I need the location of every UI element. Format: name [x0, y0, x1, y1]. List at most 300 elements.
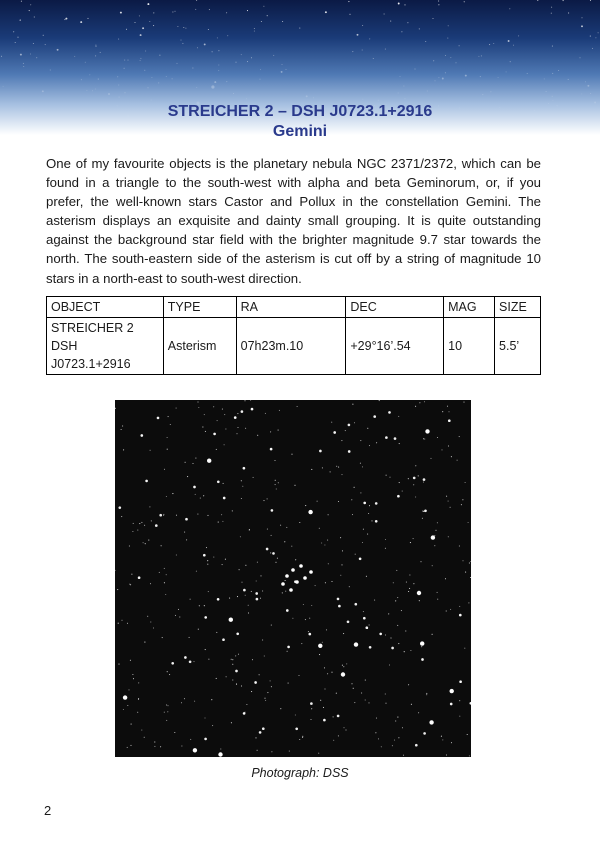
star: [310, 702, 313, 705]
star: [470, 577, 471, 578]
star: [260, 69, 261, 70]
star: [369, 646, 372, 649]
star: [131, 574, 132, 575]
star: [445, 72, 446, 73]
cell-type: Asterism: [163, 318, 236, 375]
star: [266, 548, 269, 551]
star: [257, 750, 258, 751]
star: [336, 693, 337, 694]
star: [469, 702, 471, 705]
star: [323, 719, 326, 722]
star: [406, 582, 407, 583]
star: [218, 70, 219, 71]
star: [363, 617, 366, 620]
star: [438, 0, 439, 1]
star: [418, 475, 419, 476]
star: [133, 523, 134, 524]
star: [217, 420, 218, 421]
star: [36, 57, 37, 58]
star: [552, 100, 553, 101]
star: [42, 90, 44, 92]
star: [390, 21, 391, 22]
star: [407, 22, 408, 23]
star: [285, 591, 286, 592]
star: [17, 37, 18, 38]
star: [50, 69, 51, 70]
star: [137, 530, 138, 531]
star: [23, 63, 24, 64]
star: [465, 572, 466, 573]
star: [279, 410, 280, 411]
star: [241, 498, 242, 499]
star: [396, 570, 397, 571]
star: [306, 95, 308, 97]
star: [197, 47, 198, 48]
star: [119, 97, 120, 98]
star: [184, 656, 187, 659]
star: [238, 654, 239, 655]
star: [437, 592, 438, 593]
star: [121, 516, 122, 517]
star: [393, 582, 394, 583]
star: [225, 428, 226, 429]
star: [417, 591, 421, 595]
star: [302, 737, 303, 738]
star: [118, 84, 119, 85]
asterism-star: [309, 570, 313, 574]
star: [303, 604, 304, 605]
star: [447, 38, 448, 39]
star: [465, 482, 466, 483]
star: [189, 637, 190, 638]
star: [208, 659, 209, 660]
star: [424, 509, 427, 512]
star: [254, 28, 255, 29]
star: [480, 76, 481, 77]
star: [336, 466, 337, 467]
star: [341, 474, 342, 475]
star: [386, 475, 387, 476]
star: [395, 720, 396, 721]
star: [430, 458, 431, 459]
star: [354, 422, 355, 423]
star: [292, 618, 293, 619]
star: [209, 9, 210, 10]
star: [263, 6, 264, 7]
star: [222, 409, 223, 410]
star: [590, 0, 591, 1]
cell-ra: 07h23m.10: [236, 318, 346, 375]
star: [184, 698, 185, 699]
star: [247, 10, 248, 11]
star: [275, 562, 276, 563]
star: [95, 88, 96, 89]
star: [150, 450, 151, 451]
star: [331, 581, 332, 582]
star: [490, 91, 491, 92]
star: [414, 68, 415, 69]
star: [275, 480, 276, 481]
star: [423, 482, 424, 483]
star: [271, 535, 272, 536]
star: [204, 738, 207, 741]
star: [197, 514, 198, 515]
star: [21, 1, 22, 2]
asterism-star: [303, 576, 307, 580]
star: [3, 86, 4, 87]
star: [390, 637, 391, 638]
star: [450, 57, 451, 58]
star: [144, 70, 145, 71]
star: [328, 563, 329, 564]
star: [166, 704, 167, 705]
star: [208, 591, 209, 592]
star: [537, 0, 538, 1]
star: [322, 467, 323, 468]
star: [197, 401, 198, 402]
star: [347, 620, 350, 623]
star: [420, 641, 424, 645]
star: [310, 719, 311, 720]
star: [282, 592, 283, 593]
star: [438, 77, 439, 78]
star: [330, 471, 331, 472]
star: [305, 505, 306, 506]
star: [421, 646, 422, 647]
star: [29, 10, 30, 11]
star: [325, 582, 326, 583]
star: [213, 406, 214, 407]
star: [205, 649, 206, 650]
star: [363, 529, 364, 530]
star: [278, 482, 279, 483]
star: [362, 466, 363, 467]
star: [218, 50, 219, 51]
star: [437, 599, 438, 600]
star: [144, 737, 145, 738]
star: [204, 616, 207, 619]
star: [224, 444, 225, 445]
star: [289, 751, 290, 752]
star: [427, 90, 428, 91]
star: [155, 524, 158, 527]
star: [448, 501, 449, 502]
star: [141, 522, 142, 523]
star: [429, 720, 433, 724]
star: [426, 694, 427, 695]
star: [376, 442, 377, 443]
star: [271, 509, 274, 512]
star: [579, 57, 580, 58]
star: [461, 504, 462, 505]
cell-mag: 10: [444, 318, 495, 375]
star: [260, 575, 261, 576]
star: [403, 85, 404, 86]
star: [343, 727, 344, 728]
star: [267, 529, 268, 530]
star: [349, 14, 350, 15]
star: [257, 562, 258, 563]
star: [592, 48, 593, 49]
star: [359, 557, 362, 560]
star: [360, 463, 361, 464]
star: [467, 734, 468, 735]
star: [142, 27, 144, 29]
star: [546, 91, 547, 92]
star: [408, 478, 409, 479]
star: [190, 599, 191, 600]
star: [117, 76, 118, 77]
star: [120, 12, 122, 14]
star: [408, 684, 409, 685]
star: [226, 12, 227, 13]
star: [148, 540, 149, 541]
star: [74, 56, 75, 57]
star: [176, 408, 177, 409]
star: [236, 433, 237, 434]
star: [446, 610, 447, 611]
star: [385, 548, 386, 549]
star: [244, 712, 245, 713]
star: [19, 20, 20, 21]
star: [581, 93, 582, 94]
star: [368, 513, 369, 514]
star: [34, 16, 35, 17]
star: [506, 71, 507, 72]
star: [118, 623, 119, 624]
star: [598, 32, 599, 33]
star: [198, 629, 199, 630]
star: [138, 698, 139, 699]
star: [423, 511, 424, 512]
star: [463, 402, 464, 403]
star: [422, 518, 423, 519]
star: [415, 496, 416, 497]
star: [459, 436, 460, 437]
star: [286, 527, 287, 528]
star: [343, 666, 344, 667]
star: [397, 625, 398, 626]
star: [343, 633, 344, 634]
star: [203, 495, 204, 496]
star: [270, 448, 273, 451]
star: [150, 621, 151, 622]
star: [351, 499, 352, 500]
star: [213, 433, 216, 436]
star: [331, 422, 332, 423]
star: [272, 552, 275, 555]
star: [33, 43, 34, 44]
star: [363, 502, 366, 505]
star: [404, 4, 405, 5]
star: [367, 534, 368, 535]
star: [284, 541, 285, 542]
star: [346, 663, 347, 664]
star: [493, 43, 494, 44]
star: [294, 485, 295, 486]
star: [434, 80, 435, 81]
star: [404, 98, 405, 99]
star: [194, 701, 195, 702]
star: [457, 460, 458, 461]
star: [433, 60, 434, 61]
star: [324, 688, 325, 689]
star: [413, 583, 414, 584]
star: [527, 73, 528, 74]
star: [442, 739, 443, 740]
star: [445, 578, 446, 579]
star: [365, 626, 368, 629]
star: [552, 73, 553, 74]
star: [23, 66, 24, 67]
star: [397, 717, 398, 718]
star: [379, 633, 382, 636]
star: [459, 700, 460, 701]
star: [317, 501, 318, 502]
star: [87, 18, 88, 19]
star: [420, 561, 421, 562]
star: [134, 22, 135, 23]
star: [552, 46, 553, 47]
star: [263, 500, 264, 501]
star: [305, 619, 306, 620]
star: [402, 491, 403, 492]
star: [425, 429, 429, 433]
star: [154, 746, 155, 747]
star: [459, 716, 460, 717]
star: [338, 735, 339, 736]
star: [340, 537, 341, 538]
star: [251, 591, 252, 592]
star: [357, 34, 359, 36]
star: [185, 462, 186, 463]
star: [585, 81, 586, 82]
star: [198, 407, 199, 408]
star: [236, 632, 239, 635]
star: [241, 582, 242, 583]
star: [319, 654, 320, 655]
star: [139, 15, 140, 16]
star: [369, 445, 370, 446]
star: [361, 692, 362, 693]
star: [178, 609, 179, 610]
star: [257, 435, 258, 436]
star: [182, 43, 183, 44]
star: [193, 748, 197, 752]
star: [362, 49, 363, 50]
star: [167, 671, 168, 672]
star: [145, 543, 146, 544]
star: [299, 28, 300, 29]
star: [354, 702, 355, 703]
star: [459, 606, 460, 607]
star: [375, 732, 376, 733]
star: [250, 400, 251, 401]
star: [368, 702, 369, 703]
star: [137, 712, 138, 713]
star: [235, 655, 236, 656]
page-title: STREICHER 2 – DSH J0723.1+2916: [167, 103, 433, 120]
star: [245, 595, 246, 596]
star: [365, 680, 366, 681]
star: [154, 741, 155, 742]
star: [121, 620, 122, 621]
star: [394, 740, 395, 741]
star: [239, 569, 240, 570]
star: [157, 417, 160, 420]
star: [450, 609, 451, 610]
star: [251, 408, 254, 411]
star: [478, 56, 479, 57]
star: [271, 625, 272, 626]
star: [341, 440, 342, 441]
star: [260, 598, 261, 599]
star: [313, 97, 314, 98]
star: [376, 718, 377, 719]
star: [149, 506, 150, 507]
star: [287, 651, 288, 652]
star: [415, 465, 416, 466]
star: [489, 44, 490, 45]
star: [264, 698, 265, 699]
star: [203, 554, 206, 557]
star: [413, 538, 414, 539]
star: [287, 646, 290, 649]
star: [395, 600, 396, 601]
star: [172, 493, 173, 494]
star: [385, 539, 386, 540]
star: [299, 739, 300, 740]
star: [245, 565, 246, 566]
star: [309, 618, 310, 619]
star: [297, 406, 298, 407]
star: [223, 483, 224, 484]
star: [337, 598, 340, 601]
star: [81, 79, 82, 80]
star: [115, 408, 116, 409]
star: [333, 431, 336, 434]
star: [195, 9, 196, 10]
star: [149, 21, 150, 22]
star: [276, 488, 277, 489]
star: [311, 605, 312, 606]
star: [98, 79, 99, 80]
star: [255, 737, 256, 738]
star: [349, 586, 350, 587]
star: [291, 546, 292, 547]
star: [132, 531, 133, 532]
star: [92, 90, 93, 91]
star: [216, 678, 217, 679]
star: [174, 732, 175, 733]
star: [164, 582, 165, 583]
star: [270, 431, 271, 432]
star: [366, 576, 367, 577]
star: [360, 492, 361, 493]
star: [398, 643, 399, 644]
star: [115, 570, 116, 571]
star: [130, 660, 131, 661]
star: [411, 704, 412, 705]
star: [181, 702, 182, 703]
star: [286, 609, 289, 612]
star: [218, 752, 222, 756]
star: [226, 676, 227, 677]
star: [315, 585, 316, 586]
star: [159, 514, 162, 517]
star: [434, 545, 435, 546]
object-name-line3: J0723.1+2916: [51, 357, 131, 371]
